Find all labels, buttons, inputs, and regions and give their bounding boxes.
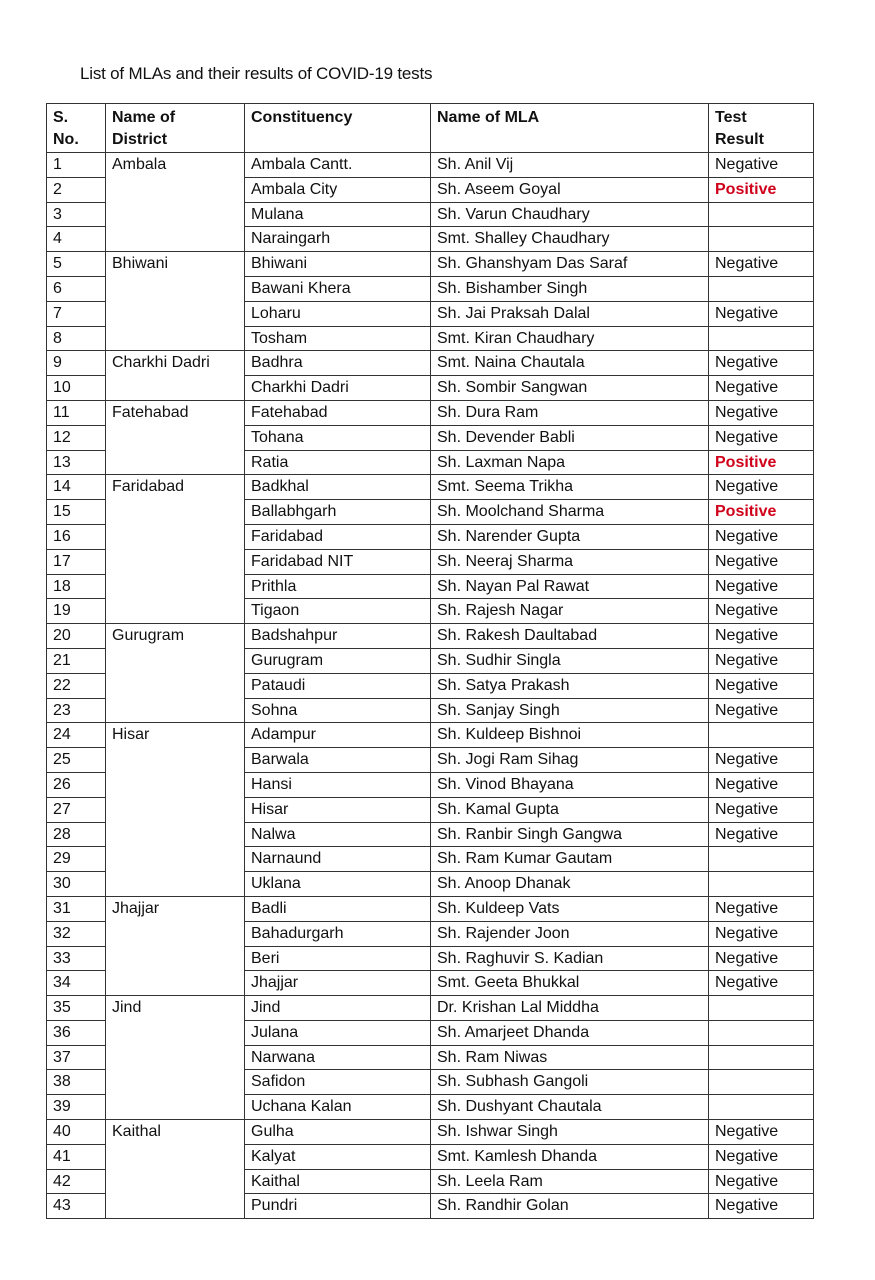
cell-district: Kaithal	[106, 1120, 245, 1145]
cell-mla: Sh. Anoop Dhanak	[431, 872, 709, 897]
table-row	[47, 648, 814, 673]
cell-sno: 29	[47, 847, 106, 872]
cell-mla: Sh. Ram Kumar Gautam	[431, 847, 709, 872]
cell-constituency: Badkhal	[245, 475, 431, 500]
table-row	[47, 971, 814, 996]
cell-sno: 37	[47, 1045, 106, 1070]
header-result: Test Result	[709, 104, 814, 153]
cell-mla: Sh. Rajender Joon	[431, 921, 709, 946]
table-row	[47, 847, 814, 872]
table-row	[47, 996, 814, 1021]
cell-district	[106, 921, 245, 946]
table-row	[47, 723, 814, 748]
mla-results-table	[46, 103, 814, 1219]
cell-mla: Sh. Devender Babli	[431, 425, 709, 450]
cell-mla: Sh. Rakesh Daultabad	[431, 624, 709, 649]
cell-result	[709, 847, 814, 872]
cell-district	[106, 202, 245, 227]
table-row	[47, 698, 814, 723]
cell-mla: Sh. Satya Prakash	[431, 673, 709, 698]
table-row	[47, 822, 814, 847]
cell-mla: Smt. Seema Trikha	[431, 475, 709, 500]
table-row	[47, 1020, 814, 1045]
cell-district	[106, 227, 245, 252]
cell-sno: 7	[47, 301, 106, 326]
cell-result: Negative	[709, 599, 814, 624]
cell-district: Gurugram	[106, 624, 245, 649]
cell-sno: 30	[47, 872, 106, 897]
table-row	[47, 500, 814, 525]
table-row	[47, 202, 814, 227]
cell-mla: Sh. Anil Vij	[431, 153, 709, 178]
cell-constituency: Ratia	[245, 450, 431, 475]
cell-sno: 41	[47, 1144, 106, 1169]
cell-mla: Sh. Dushyant Chautala	[431, 1095, 709, 1120]
cell-constituency: Charkhi Dadri	[245, 376, 431, 401]
cell-result	[709, 1070, 814, 1095]
cell-constituency: Sohna	[245, 698, 431, 723]
cell-result: Negative	[709, 698, 814, 723]
cell-mla: Sh. Subhash Gangoli	[431, 1070, 709, 1095]
cell-district	[106, 276, 245, 301]
cell-result	[709, 202, 814, 227]
cell-district: Bhiwani	[106, 252, 245, 277]
cell-mla: Sh. Nayan Pal Rawat	[431, 574, 709, 599]
cell-result	[709, 1045, 814, 1070]
cell-constituency: Ambala City	[245, 177, 431, 202]
cell-constituency: Prithla	[245, 574, 431, 599]
page-title: List of MLAs and their results of COVID-19 tests	[80, 64, 433, 83]
table-row	[47, 475, 814, 500]
cell-district: Fatehabad	[106, 400, 245, 425]
cell-district	[106, 301, 245, 326]
table-row	[47, 1144, 814, 1169]
cell-district: Faridabad	[106, 475, 245, 500]
cell-district	[106, 450, 245, 475]
cell-result: Negative	[709, 946, 814, 971]
cell-mla: Sh. Kuldeep Bishnoi	[431, 723, 709, 748]
cell-sno: 24	[47, 723, 106, 748]
cell-district	[106, 872, 245, 897]
cell-mla: Sh. Vinod Bhayana	[431, 772, 709, 797]
table-row	[47, 797, 814, 822]
cell-district: Charkhi Dadri	[106, 351, 245, 376]
cell-constituency: Gurugram	[245, 648, 431, 673]
table-row	[47, 624, 814, 649]
cell-constituency: Narwana	[245, 1045, 431, 1070]
cell-result: Negative	[709, 425, 814, 450]
cell-constituency: Nalwa	[245, 822, 431, 847]
cell-result	[709, 996, 814, 1021]
table-row	[47, 450, 814, 475]
cell-district	[106, 177, 245, 202]
cell-result: Negative	[709, 301, 814, 326]
cell-sno: 39	[47, 1095, 106, 1120]
cell-constituency: Hansi	[245, 772, 431, 797]
cell-sno: 36	[47, 1020, 106, 1045]
cell-sno: 5	[47, 252, 106, 277]
cell-sno: 22	[47, 673, 106, 698]
cell-sno: 3	[47, 202, 106, 227]
table-row	[47, 896, 814, 921]
cell-result: Negative	[709, 252, 814, 277]
cell-mla: Smt. Kiran Chaudhary	[431, 326, 709, 351]
table-header-row	[47, 104, 814, 153]
cell-mla: Sh. Jai Praksah Dalal	[431, 301, 709, 326]
cell-constituency: Badli	[245, 896, 431, 921]
cell-district: Hisar	[106, 723, 245, 748]
cell-mla: Sh. Dura Ram	[431, 400, 709, 425]
table-row	[47, 400, 814, 425]
cell-constituency: Jhajjar	[245, 971, 431, 996]
cell-mla: Smt. Shalley Chaudhary	[431, 227, 709, 252]
cell-result: Negative	[709, 351, 814, 376]
table-row	[47, 177, 814, 202]
cell-mla: Sh. Jogi Ram Sihag	[431, 748, 709, 773]
cell-result: Positive	[709, 500, 814, 525]
cell-mla: Sh. Leela Ram	[431, 1169, 709, 1194]
cell-sno: 16	[47, 524, 106, 549]
cell-sno: 11	[47, 400, 106, 425]
cell-mla: Sh. Moolchand Sharma	[431, 500, 709, 525]
cell-sno: 14	[47, 475, 106, 500]
cell-mla: Sh. Kamal Gupta	[431, 797, 709, 822]
cell-sno: 25	[47, 748, 106, 773]
cell-mla: Sh. Sanjay Singh	[431, 698, 709, 723]
cell-constituency: Ambala Cantt.	[245, 153, 431, 178]
cell-result: Negative	[709, 153, 814, 178]
cell-district	[106, 822, 245, 847]
cell-sno: 28	[47, 822, 106, 847]
cell-result: Negative	[709, 475, 814, 500]
cell-sno: 18	[47, 574, 106, 599]
cell-district	[106, 946, 245, 971]
table-row	[47, 1120, 814, 1145]
cell-district	[106, 698, 245, 723]
cell-result: Negative	[709, 1144, 814, 1169]
cell-district	[106, 1045, 245, 1070]
cell-district	[106, 971, 245, 996]
cell-sno: 27	[47, 797, 106, 822]
cell-constituency: Fatehabad	[245, 400, 431, 425]
cell-constituency: Hisar	[245, 797, 431, 822]
cell-sno: 19	[47, 599, 106, 624]
cell-result: Negative	[709, 921, 814, 946]
cell-constituency: Bahadurgarh	[245, 921, 431, 946]
cell-district	[106, 648, 245, 673]
cell-constituency: Kaithal	[245, 1169, 431, 1194]
table-row	[47, 326, 814, 351]
cell-sno: 9	[47, 351, 106, 376]
cell-district	[106, 1144, 245, 1169]
cell-result: Negative	[709, 400, 814, 425]
table-row	[47, 524, 814, 549]
cell-constituency: Mulana	[245, 202, 431, 227]
cell-sno: 35	[47, 996, 106, 1021]
cell-sno: 42	[47, 1169, 106, 1194]
cell-mla: Dr. Krishan Lal Middha	[431, 996, 709, 1021]
cell-sno: 10	[47, 376, 106, 401]
cell-sno: 34	[47, 971, 106, 996]
cell-result: Negative	[709, 1120, 814, 1145]
cell-district	[106, 500, 245, 525]
cell-district: Ambala	[106, 153, 245, 178]
cell-mla: Sh. Randhir Golan	[431, 1194, 709, 1219]
cell-result: Negative	[709, 376, 814, 401]
cell-district	[106, 1070, 245, 1095]
cell-constituency: Kalyat	[245, 1144, 431, 1169]
cell-constituency: Adampur	[245, 723, 431, 748]
cell-constituency: Jind	[245, 996, 431, 1021]
cell-constituency: Badhra	[245, 351, 431, 376]
cell-constituency: Loharu	[245, 301, 431, 326]
cell-mla: Sh. Sudhir Singla	[431, 648, 709, 673]
cell-sno: 40	[47, 1120, 106, 1145]
cell-district: Jind	[106, 996, 245, 1021]
cell-district	[106, 673, 245, 698]
table-row	[47, 574, 814, 599]
cell-district	[106, 1169, 245, 1194]
cell-result	[709, 723, 814, 748]
cell-mla: Sh. Varun Chaudhary	[431, 202, 709, 227]
cell-constituency: Tohana	[245, 425, 431, 450]
table-row	[47, 227, 814, 252]
cell-sno: 4	[47, 227, 106, 252]
cell-mla: Sh. Laxman Napa	[431, 450, 709, 475]
cell-constituency: Ballabhgarh	[245, 500, 431, 525]
cell-constituency: Beri	[245, 946, 431, 971]
cell-constituency: Tigaon	[245, 599, 431, 624]
table-row	[47, 599, 814, 624]
cell-mla: Sh. Amarjeet Dhanda	[431, 1020, 709, 1045]
table-row	[47, 748, 814, 773]
cell-mla: Sh. Narender Gupta	[431, 524, 709, 549]
cell-constituency: Tosham	[245, 326, 431, 351]
cell-mla: Sh. Neeraj Sharma	[431, 549, 709, 574]
cell-mla: Smt. Naina Chautala	[431, 351, 709, 376]
cell-constituency: Bawani Khera	[245, 276, 431, 301]
cell-district: Jhajjar	[106, 896, 245, 921]
cell-district	[106, 376, 245, 401]
cell-result: Negative	[709, 1194, 814, 1219]
cell-result: Negative	[709, 896, 814, 921]
cell-result: Negative	[709, 549, 814, 574]
cell-constituency: Bhiwani	[245, 252, 431, 277]
cell-result: Negative	[709, 822, 814, 847]
cell-constituency: Safidon	[245, 1070, 431, 1095]
cell-constituency: Uchana Kalan	[245, 1095, 431, 1120]
cell-result: Negative	[709, 624, 814, 649]
cell-sno: 15	[47, 500, 106, 525]
cell-mla: Sh. Ishwar Singh	[431, 1120, 709, 1145]
cell-sno: 6	[47, 276, 106, 301]
cell-mla: Sh. Ghanshyam Das Saraf	[431, 252, 709, 277]
cell-mla: Sh. Raghuvir S. Kadian	[431, 946, 709, 971]
cell-result: Negative	[709, 971, 814, 996]
cell-result: Positive	[709, 450, 814, 475]
cell-district	[106, 574, 245, 599]
cell-district	[106, 524, 245, 549]
cell-constituency: Gulha	[245, 1120, 431, 1145]
cell-result	[709, 227, 814, 252]
cell-sno: 43	[47, 1194, 106, 1219]
cell-sno: 1	[47, 153, 106, 178]
table-row	[47, 921, 814, 946]
table-row	[47, 946, 814, 971]
cell-district	[106, 748, 245, 773]
cell-constituency: Badshahpur	[245, 624, 431, 649]
cell-constituency: Uklana	[245, 872, 431, 897]
cell-sno: 13	[47, 450, 106, 475]
cell-district	[106, 1020, 245, 1045]
cell-result	[709, 872, 814, 897]
cell-mla: Sh. Aseem Goyal	[431, 177, 709, 202]
cell-result: Negative	[709, 524, 814, 549]
cell-result	[709, 1095, 814, 1120]
cell-mla: Sh. Ranbir Singh Gangwa	[431, 822, 709, 847]
table-row	[47, 376, 814, 401]
table-row	[47, 673, 814, 698]
cell-sno: 31	[47, 896, 106, 921]
cell-constituency: Pundri	[245, 1194, 431, 1219]
table-row	[47, 1070, 814, 1095]
cell-sno: 33	[47, 946, 106, 971]
cell-sno: 21	[47, 648, 106, 673]
header-mla: Name of MLA	[431, 104, 709, 153]
header-constituency: Constituency	[245, 104, 431, 153]
cell-mla: Sh. Ram Niwas	[431, 1045, 709, 1070]
cell-district	[106, 847, 245, 872]
cell-mla: Smt. Kamlesh Dhanda	[431, 1144, 709, 1169]
cell-result	[709, 1020, 814, 1045]
cell-sno: 17	[47, 549, 106, 574]
cell-sno: 2	[47, 177, 106, 202]
table-row	[47, 1169, 814, 1194]
cell-mla: Sh. Rajesh Nagar	[431, 599, 709, 624]
table-row	[47, 1095, 814, 1120]
cell-sno: 8	[47, 326, 106, 351]
table-row	[47, 772, 814, 797]
cell-constituency: Barwala	[245, 748, 431, 773]
cell-mla: Sh. Sombir Sangwan	[431, 376, 709, 401]
cell-district	[106, 797, 245, 822]
cell-result: Negative	[709, 748, 814, 773]
cell-result: Negative	[709, 797, 814, 822]
cell-district	[106, 1095, 245, 1120]
cell-result: Negative	[709, 673, 814, 698]
cell-mla: Smt. Geeta Bhukkal	[431, 971, 709, 996]
table-row	[47, 276, 814, 301]
cell-constituency: Julana	[245, 1020, 431, 1045]
cell-sno: 32	[47, 921, 106, 946]
cell-constituency: Faridabad	[245, 524, 431, 549]
cell-district	[106, 599, 245, 624]
cell-sno: 20	[47, 624, 106, 649]
cell-result: Negative	[709, 1169, 814, 1194]
cell-result	[709, 276, 814, 301]
cell-result	[709, 326, 814, 351]
cell-result: Negative	[709, 772, 814, 797]
cell-result: Negative	[709, 648, 814, 673]
table-row	[47, 252, 814, 277]
cell-district	[106, 772, 245, 797]
cell-mla: Sh. Kuldeep Vats	[431, 896, 709, 921]
cell-result: Negative	[709, 574, 814, 599]
cell-constituency: Narnaund	[245, 847, 431, 872]
cell-mla: Sh. Bishamber Singh	[431, 276, 709, 301]
cell-constituency: Naraingarh	[245, 227, 431, 252]
cell-district	[106, 549, 245, 574]
cell-district	[106, 1194, 245, 1219]
cell-constituency: Faridabad NIT	[245, 549, 431, 574]
cell-constituency: Pataudi	[245, 673, 431, 698]
cell-sno: 26	[47, 772, 106, 797]
table-row	[47, 872, 814, 897]
table-row	[47, 351, 814, 376]
cell-sno: 38	[47, 1070, 106, 1095]
table-row	[47, 1194, 814, 1219]
cell-sno: 23	[47, 698, 106, 723]
cell-result: Positive	[709, 177, 814, 202]
table-row	[47, 549, 814, 574]
cell-district	[106, 326, 245, 351]
table-row	[47, 425, 814, 450]
cell-sno: 12	[47, 425, 106, 450]
header-sno: S. No.	[47, 104, 106, 153]
table-row	[47, 153, 814, 178]
table-row	[47, 1045, 814, 1070]
header-district: Name of District	[106, 104, 245, 153]
table-row	[47, 301, 814, 326]
cell-district	[106, 425, 245, 450]
